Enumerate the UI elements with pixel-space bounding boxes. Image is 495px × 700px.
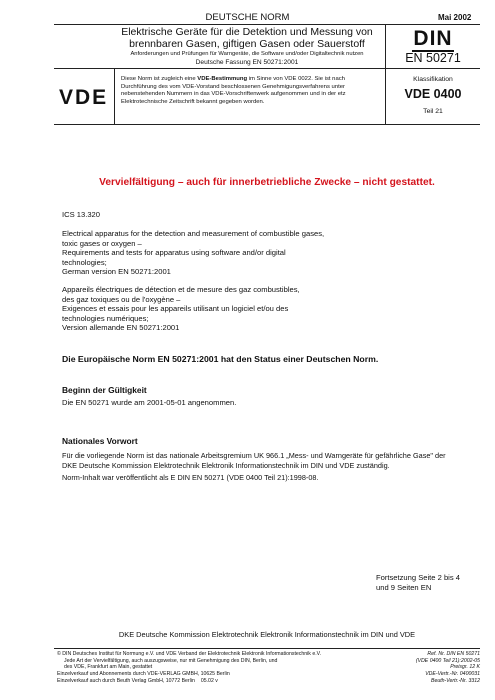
classification-number: VDE 0400	[404, 87, 462, 101]
english-title-line: technologies;	[62, 257, 107, 267]
foreword-line: Norm-Inhalt war veröffentlicht als E DIN EN 50271 (VDE 0400 Teil 21):1998-08.	[62, 473, 319, 483]
title-block	[112, 27, 382, 68]
validity-heading: Beginn der Gültigkeit	[62, 385, 147, 395]
foreword-line: Für die vorliegende Norm ist das nationale Arbeitsgremium UK 966.1 „Mess- und Warngeräte für gefährliche Gase" der	[62, 451, 446, 460]
reproduction-notice: Vervielfältigung – auch für innerbetriebliche Zwecke – nicht gestattet.	[99, 177, 435, 188]
french-title-line: des gaz toxiques ou de l'oxygène –	[62, 294, 181, 304]
english-title	[62, 229, 462, 277]
english-title-line: Electrical apparatus for the detection and measurement of combustible gases,	[62, 229, 325, 238]
french-title-line: Version allemande EN 50271:2001	[62, 323, 180, 333]
din-logo: DIN	[413, 27, 453, 50]
issue-date: Mai 2002	[438, 13, 472, 22]
vde-divider-left	[114, 69, 115, 124]
title-line-1: Elektrische Geräte für die Detektion und Messung von	[121, 26, 373, 38]
foreword-heading: Nationales Vorwort	[62, 436, 138, 446]
english-title-line: German version EN 50271:2001	[62, 267, 171, 277]
version-line: Deutsche Fassung EN 50271:2001	[195, 59, 299, 66]
classification-label: Klassifikation	[413, 76, 453, 83]
english-title-line: toxic gases or oxygen –	[62, 238, 142, 248]
header-bottom-rule	[54, 68, 480, 69]
din-block	[386, 29, 480, 50]
vde-bottom-rule	[54, 124, 480, 125]
continuation-note: Fortsetzung Seite 2 bis 4 und 9 Seiten EN	[376, 573, 460, 592]
validity-text: Die EN 50271 wurde am 2001-05-01 angenommen.	[62, 398, 237, 407]
footer-rule	[54, 648, 480, 649]
foreword-line: DKE Deutsche Kommission Elektrotechnik Elektronik Informationstechnik im DIN und VDE zuständig.	[62, 460, 390, 470]
french-title	[62, 285, 462, 333]
french-title-line: technologies numériques;	[62, 313, 149, 323]
footer-copyright: © DIN Deutsches Institut für Normung e.V. und VDE Verband der Elektrotechnik Elektronik Informationstechnik e.V. Jede Art der Vervielfältigung, auch auszugsweise, nur mit Genehmigung des DIN, Berlin, und des VDE, Frankfurt am Main, gestattet Einzelverkauf und Abonnements durch VDE-VERLAG GMBH, 10625 Berlin Einzelverkauf auch durch Beuth Verlag GmbH, 10772 Berlin 05.02 v	[57, 651, 322, 684]
footer-reference: Ref. Nr. DIN EN 50271 (VDE 0400 Teil 21):2002-05 Preisgr. 12 K VDE-Vertr.-Nr. 0400031 Beuth-Vertr.-Nr. 3312	[415, 651, 480, 684]
ics-code: ICS 13.320	[62, 210, 100, 219]
title-line-2: brennbaren Gasen, giftigen Gasen oder Sauerstoff	[129, 37, 365, 50]
foreword-body	[62, 451, 480, 483]
vde-logo: VDE	[59, 86, 109, 109]
header-top-rule	[54, 24, 480, 25]
french-title-line: Exigences et essais pour les appareils utilisant un logiciel et/ou des	[62, 304, 289, 314]
status-statement: Die Europäische Norm EN 50271:2001 hat den Status einer Deutschen Norm.	[62, 354, 379, 364]
en-number: EN 50271	[405, 51, 461, 65]
dke-line: DKE Deutsche Kommission Elektrotechnik Elektronik Informationstechnik im DIN und VDE	[118, 630, 416, 639]
subtitle-line: Anforderungen und Prüfungen für Warngeräte, die Software und/oder Digitaltechnik nutzen	[130, 51, 364, 57]
french-title-line: Appareils électriques de détection et de mesure des gaz combustibles,	[62, 285, 300, 294]
vde-note: Diese Norm ist zugleich eine VDE-Bestimmung im Sinne von VDE 0022. Sie ist nach Durchführung des vom VDE-Vorstand beschlossenen Genehmigungsverfahrens unter nebenstehenden Nummern in das VDE-Vorschriftenwerk aufgenommen und in der etz Elektrotechnische Zeitschrift bekannt gegeben worden.	[121, 76, 346, 105]
norm-type-label: DEUTSCHE NORM	[205, 12, 290, 23]
english-title-line: Requirements and tests for apparatus using software and/or digital	[62, 248, 286, 258]
classification-part: Teil 21	[423, 108, 443, 115]
